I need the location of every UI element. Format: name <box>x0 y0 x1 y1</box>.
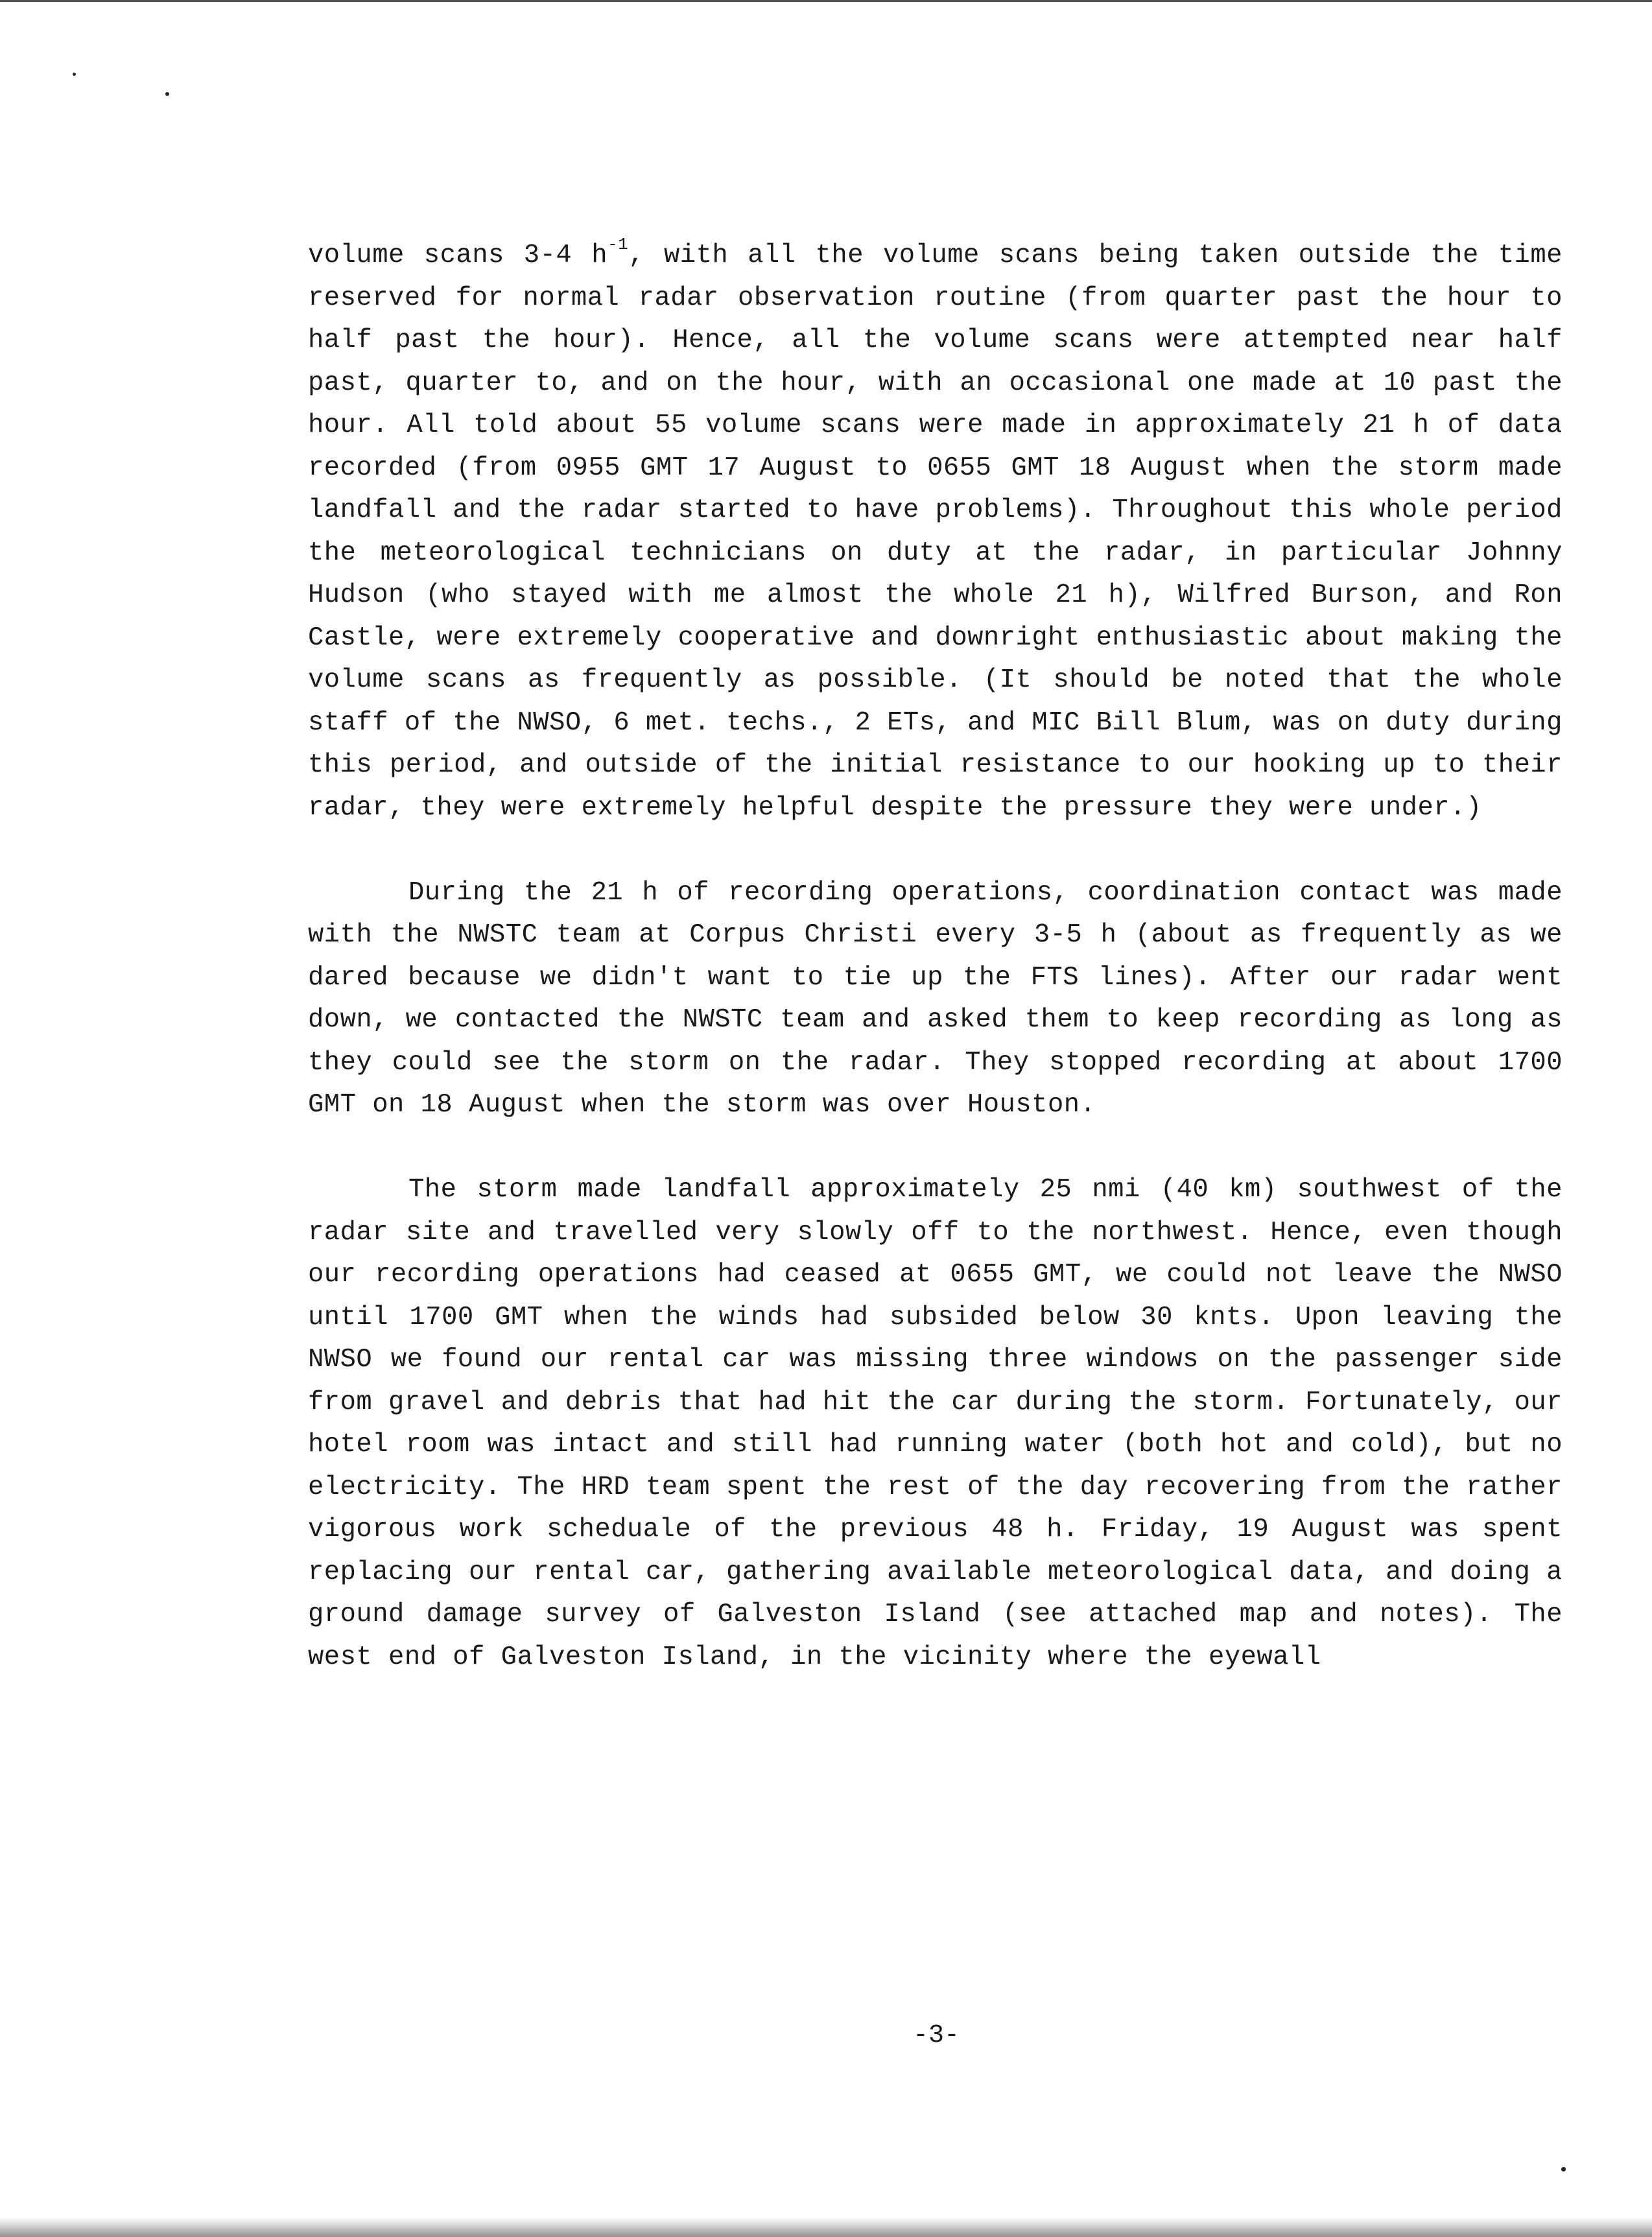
paragraph-gap <box>308 1127 1563 1170</box>
paragraph-3: The storm made landfall approximately 25 nmi (40 km) southwest of the radar site and travelled very slowly off to the northwest. Hence, even though our recording operations had ceased at 0655 GMT, we could not leave the NWSO until 1700 GMT when the winds had subsided below 30 knts. Upon leaving the NWSO we found our rental car was missing three windows on the passenger side from gravel and debris that had hit the car during the storm. Fortunately, our hotel room was intact and still had running water (both hot and cold), but no electricity. The HRD team spent the rest of the day recovering from the rather vigorous work scheduale of the previous 48 h. Friday, 19 August was spent replacing our rental car, gathering available meteorological data, and doing a ground damage survey of Galveston Island (see attached map and notes). The west end of Galveston Island, in the vicinity where the eyewall <box>308 1175 1563 1672</box>
paragraph-gap <box>308 829 1563 872</box>
scan-speck <box>1561 2167 1566 2172</box>
scan-speck <box>165 92 169 96</box>
page-number: -3- <box>912 2021 960 2050</box>
scan-top-edge <box>0 0 1652 2</box>
scan-speck <box>73 73 76 76</box>
superscript: -1 <box>608 234 629 254</box>
body-text <box>308 235 1563 1679</box>
paragraph-1 <box>308 235 1563 829</box>
paragraph-1-text: , with all the volume scans being taken outside the time reserved for normal radar observation routine (from quarter past the hour to half past the hour). Hence, all the volume scans were attempted near half past, quarter to, and on the hour, with an occasional one made at 10 past the hour. All told about 55 volume scans were made in approximately 21 h of data recorded (from 0955 GMT 17 August to 0655 GMT 18 August when the storm made landfall and the radar started to have problems). Throughout this whole period the meteorological technicians on duty at the radar, in particular Johnny Hudson (who stayed with me almost the whole 21 h), Wilfred Burson, and Ron Castle, were extremely cooperative and downright enthusiastic about making the volume scans as frequently as possible. (It should be noted that the whole staff of the NWSO, 6 met. techs., 2 ETs, and MIC Bill Blum, was on duty during this period, and outside of the initial resistance to our hooking up to their radar, they were extremely helpful despite the pressure they were under.) <box>308 241 1563 823</box>
paragraph-2: During the 21 h of recording operations, coordination contact was made with the NWSTC team at Corpus Christi every 3-5 h (about as frequently as we dared because we didn't want to tie up the FTS lines). After our radar went down, we contacted the NWSTC team and asked them to keep recording as long as they could see the storm on the radar. They stopped recording at about 1700 GMT on 18 August when the storm was over Houston. <box>308 877 1563 1120</box>
paragraph-1-lead: volume scans 3-4 h <box>308 241 608 270</box>
scan-bottom-edge <box>0 2218 1652 2237</box>
